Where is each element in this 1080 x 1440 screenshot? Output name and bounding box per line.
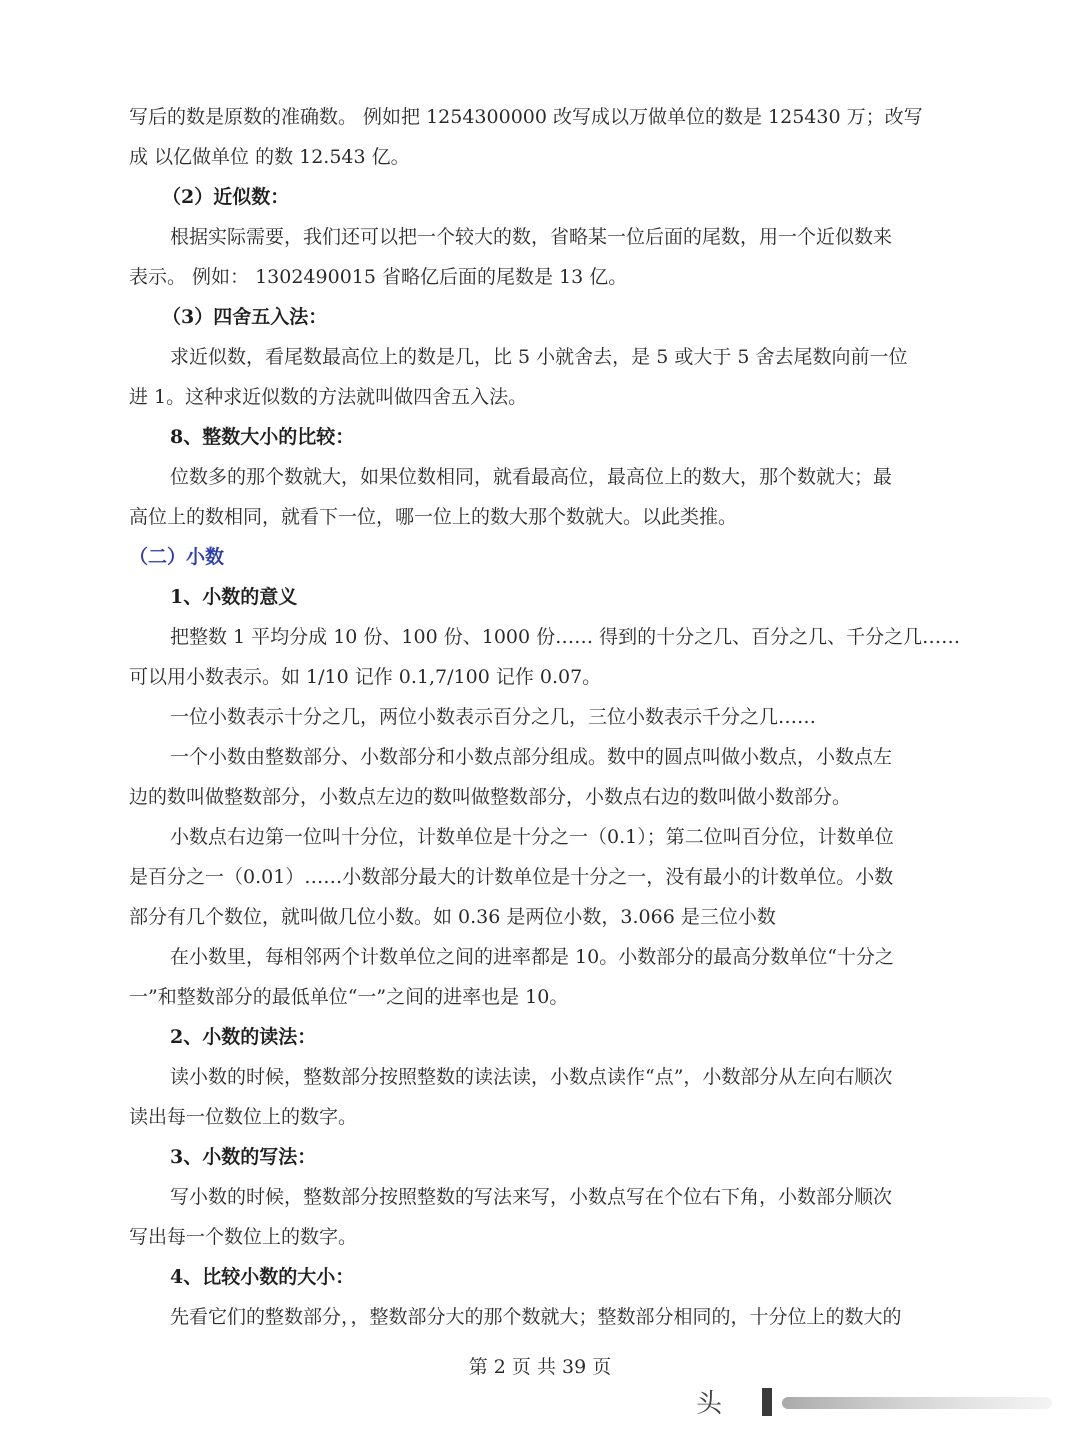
heading-decimal-comparison: 4、比较小数的大小： — [170, 1266, 355, 1288]
paragraph-line: 求近似数，看尾数最高位上的数是几，比 5 小就舍去，是 5 或大于 5 舍去尾数向前一位 — [170, 346, 908, 368]
paragraph-line: 是百分之一（0.01）……小数部分最大的计数单位是十分之一，没有最小的计数单位。小数 — [129, 866, 894, 888]
watermark-glyph: 头 — [696, 1389, 723, 1419]
paragraph-line: 写出每一个数位上的数字。 — [129, 1226, 358, 1248]
paragraph-line: 表示。 例如： 1302490015 省略亿后面的尾数是 13 亿。 — [129, 266, 628, 288]
paragraph-line: 写小数的时候，整数部分按照整数的写法来写，小数点写在个位右下角，小数部分顺次 — [170, 1186, 893, 1208]
paragraph-line: 可以用小数表示。如 1/10 记作 0.1,7/100 记作 0.07。 — [129, 666, 602, 688]
heading-decimal-meaning: 1、小数的意义 — [170, 586, 298, 608]
paragraph-line: 一位小数表示十分之几，两位小数表示百分之几，三位小数表示千分之几…… — [170, 706, 817, 728]
paragraph-line: 部分有几个数位，就叫做几位小数。如 0.36 是两位小数，3.066 是三位小数 — [129, 906, 776, 928]
paragraph-line: 小数点右边第一位叫十分位，计数单位是十分之一（0.1）；第二位叫百分位，计数单位 — [170, 826, 894, 848]
paragraph-line: 在小数里，每相邻两个计数单位之间的进率都是 10。小数部分的最高分数单位“十分之 — [170, 946, 894, 968]
paragraph-line: 进 1。这种求近似数的方法就叫做四舍五入法。 — [129, 386, 528, 408]
heading-integer-comparison: 8、整数大小的比较： — [170, 426, 355, 448]
paragraph-line: 高位上的数相同，就看下一位，哪一位上的数大那个数就大。以此类推。 — [129, 506, 738, 528]
paragraph-line: 位数多的那个数就大，如果位数相同，就看最高位，最高位上的数大，那个数就大；最 — [170, 466, 893, 488]
paragraph-line: 读小数的时候，整数部分按照整数的读法读，小数点读作“点”，小数部分从左向右顺次 — [170, 1066, 893, 1088]
section-heading-decimals: （二）小数 — [129, 546, 225, 568]
paragraph-line: 一”和整数部分的最低单位“一”之间的进率也是 10。 — [129, 986, 569, 1008]
heading-decimal-writing: 3、小数的写法： — [170, 1146, 317, 1168]
watermark-logo — [694, 1384, 1054, 1420]
subheading-approximate-number: （2）近似数： — [162, 186, 290, 208]
subheading-rounding-method: （3）四舍五入法： — [162, 306, 328, 328]
paragraph-line: 先看它们的整数部分，，整数部分大的那个数就大；整数部分相同的，十分位上的数大的 — [170, 1306, 902, 1328]
paragraph-line: 写后的数是原数的准确数。 例如把 1254300000 改写成以万做单位的数是 125430 万；改写 — [129, 106, 923, 128]
paragraph-line: 成 以亿做单位 的数 12.543 亿。 — [129, 146, 410, 168]
paragraph-line: 把整数 1 平均分成 10 份、100 份、1000 份…… 得到的十分之几、百分之几、千分之几…… — [170, 626, 961, 648]
paragraph-line: 边的数叫做整数部分，小数点左边的数叫做整数部分，小数点右边的数叫做小数部分。 — [129, 786, 852, 808]
watermark-stripe — [782, 1397, 1052, 1409]
paragraph-line: 根据实际需要，我们还可以把一个较大的数，省略某一位后面的尾数，用一个近似数来 — [170, 226, 893, 248]
watermark-bar — [762, 1388, 772, 1416]
paragraph-line: 读出每一位数位上的数字。 — [129, 1106, 358, 1128]
heading-decimal-reading: 2、小数的读法： — [170, 1026, 317, 1048]
paragraph-line: 一个小数由整数部分、小数部分和小数点部分组成。数中的圆点叫做小数点，小数点左 — [170, 746, 893, 768]
page-number-footer: 第 2 页 共 39 页 — [468, 1356, 612, 1378]
